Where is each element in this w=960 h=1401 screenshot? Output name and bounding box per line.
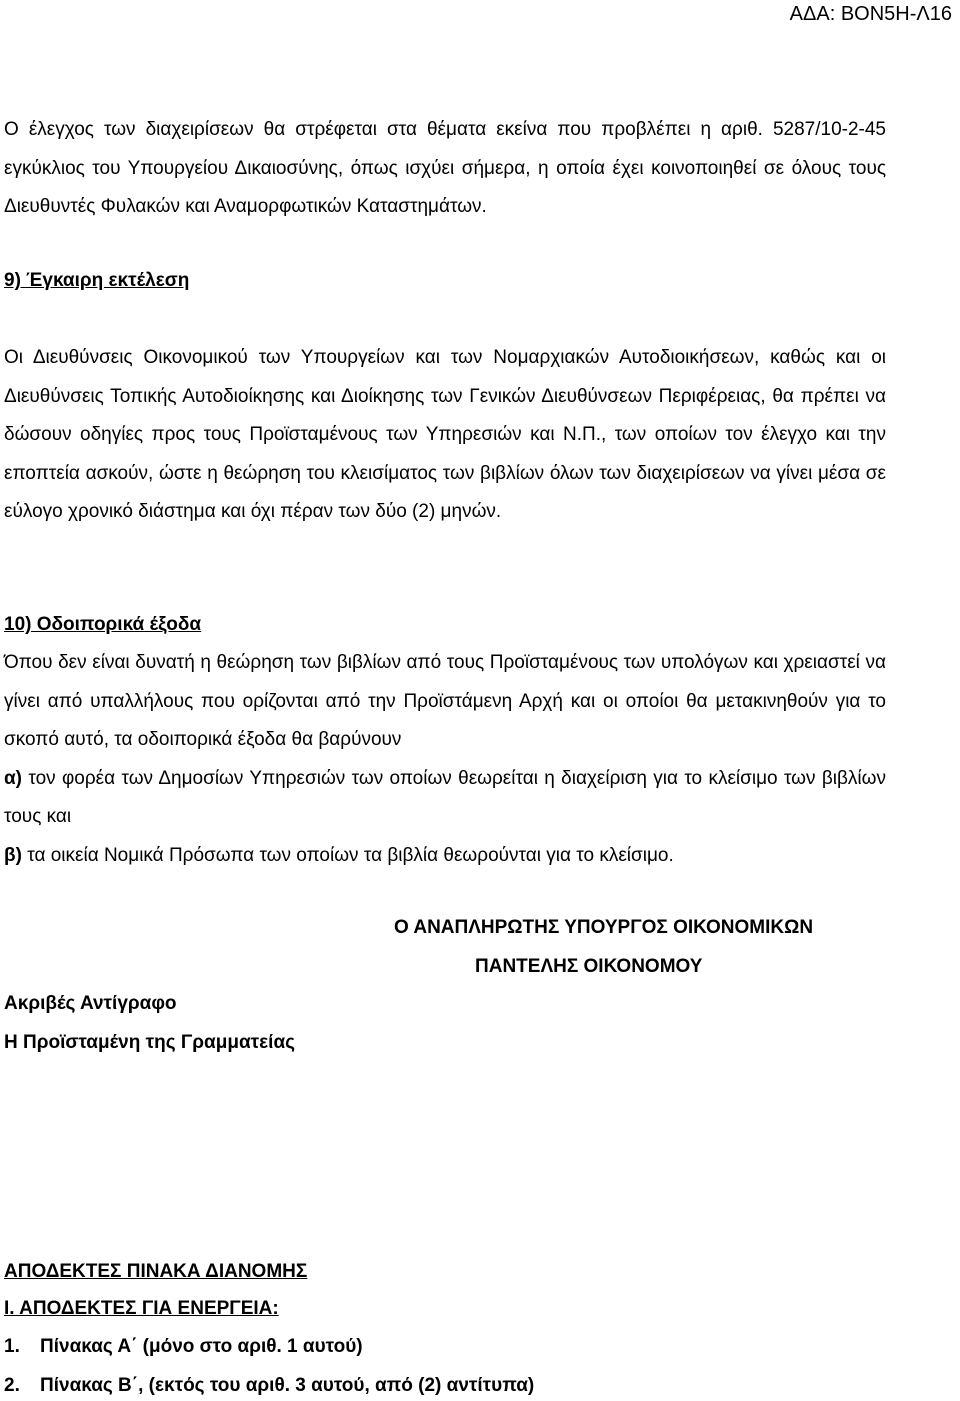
- item-a-text: τον φορέα των Δημοσίων Υπηρεσιών των οποίων θεωρείται η διαχείριση για το κλείσιμο των βιβλίων τους και: [4, 767, 886, 827]
- certified-copy-label: Ακριβές Αντίγραφο: [4, 993, 177, 1014]
- intro-paragraph: Ο έλεγχος των διαχειρίσεων θα στρέφεται στα θέματα εκείνα που προβλέπει η αριθ. 5287/10-2-45 εγκύκλιος του Υπουργείου Δικαιοσύνης, όπως ισχύει σήμερα, η οποία έχει κοινοποιηθεί σε όλους τους Διευθυντές Φυλακών και Αναμορφωτικών Καταστημάτων.: [4, 119, 886, 217]
- distribution-item-number: 2.: [4, 1375, 20, 1396]
- distribution-heading: ΑΠΟΔΕΚΤΕΣ ΠΙΝΑΚΑ ΔΙΑΝΟΜΗΣ: [4, 1261, 308, 1282]
- secretariat-head-label: Η Προϊσταμένη της Γραμματείας: [4, 1032, 296, 1053]
- distribution-item-number: 1.: [4, 1336, 20, 1357]
- distribution-item: [4, 1335, 363, 1359]
- distribution-subheading: Ι. ΑΠΟΔΕΚΤΕΣ ΓΙΑ ΕΝΕΡΓΕΙΑ:: [4, 1298, 279, 1319]
- section-9-heading: 9) Έγκαιρη εκτέλεση: [4, 270, 190, 291]
- section-10-paragraph: [4, 644, 886, 875]
- ada-code: ΑΔΑ: ΒΟΝ5Η-Λ16: [789, 3, 952, 25]
- distribution-item: [4, 1374, 534, 1398]
- signatory-name: ΠΑΝΤΕΛΗΣ ΟΙΚΟΝΟΜΟΥ: [475, 956, 703, 977]
- section-10-heading: 10) Οδοιπορικά έξοδα: [4, 614, 202, 635]
- item-a-label: α): [4, 767, 23, 789]
- distribution-item-text: Πίνακας Β΄, (εκτός του αριθ. 3 αυτού, από (2) αντίτυπα): [40, 1375, 535, 1396]
- section-10-intro: Όπου δεν είναι δυνατή η θεώρηση των βιβλίων από τους Προϊσταμένους των υπολόγων και χρειαστεί να γίνει από υπαλλήλους που ορίζονται από την Προϊστάμενη Αρχή και οι οποίοι θα μετακινηθούν για το σκοπό αυτό, τα οδοιπορικά έξοδα θα βαρύνουν: [4, 652, 886, 750]
- item-b-text: τα οικεία Νομικά Πρόσωπα των οποίων τα βιβλία θεωρούνται για το κλείσιμο.: [21, 844, 674, 866]
- section-9-paragraph: Οι Διευθύνσεις Οικονομικού των Υπουργείων και των Νομαρχιακών Αυτοδιοικήσεων, καθώς και οι Διευθύνσεις Τοπικής Αυτοδιοίκησης και Διοίκησης των Γενικών Διευθύνσεων Περιφέρειας, θα πρέπει να δώσουν οδηγίες προς τους Προϊσταμένους των Υπηρεσιών και Ν.Π., των οποίων τον έλεγχο και την εποπτεία ασκούν, ώστε η θεώρηση του κλεισίματος των βιβλίων όλων των διαχειρίσεων να γίνει μέσα σε εύλογο χρονικό διάστημα και όχι πέραν των δύο (2) μηνών.: [4, 347, 886, 522]
- signatory-title: Ο ΑΝΑΠΛΗΡΩΤΗΣ ΥΠΟΥΡΓΟΣ ΟΙΚΟΝΟΜΙΚΩΝ: [394, 917, 814, 938]
- distribution-item-text: Πίνακας Α΄ (μόνο στο αριθ. 1 αυτού): [40, 1336, 363, 1357]
- item-b-label: β): [4, 844, 22, 866]
